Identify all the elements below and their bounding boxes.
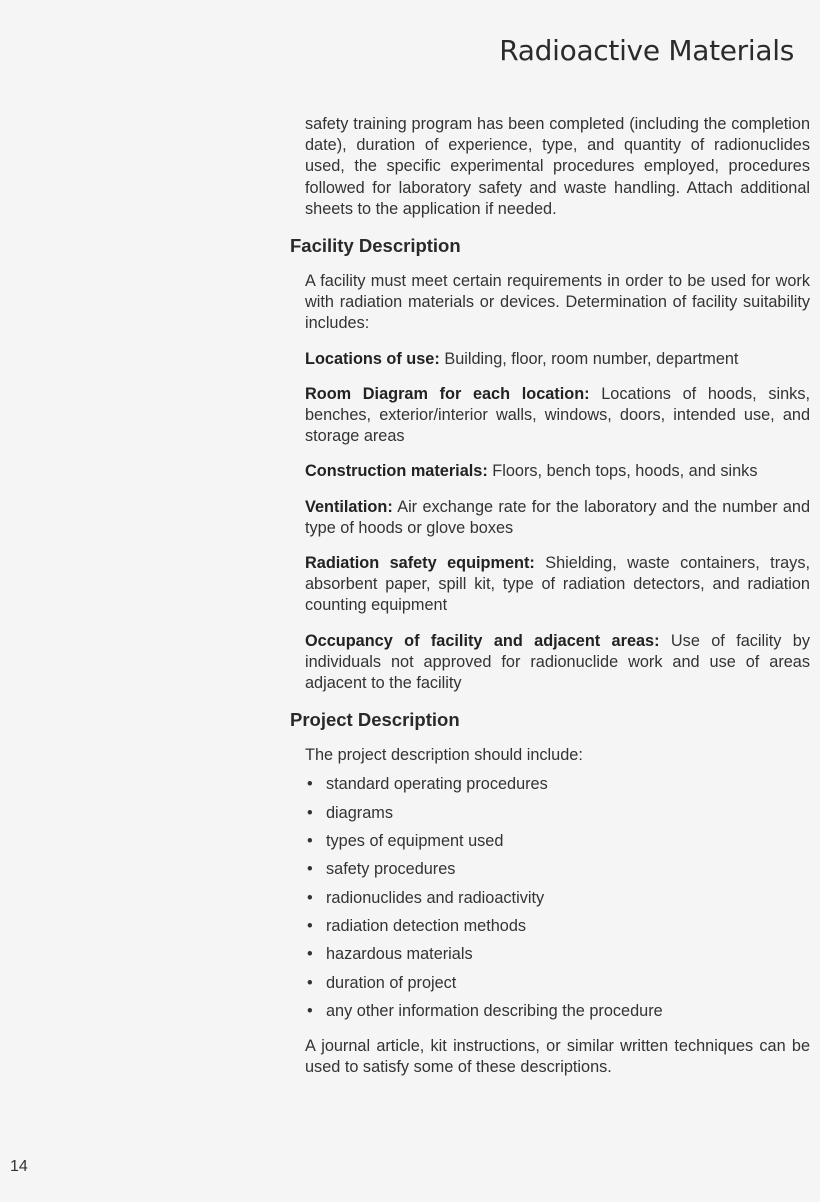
list-item-text: duration of project [326, 973, 457, 992]
bullet-icon: • [307, 973, 313, 992]
project-closing: A journal article, kit instructions, or similar written techniques can be used to satisfy some of these descriptions. [305, 1037, 810, 1077]
facility-item-label: Radiation safety equipment: [305, 554, 535, 573]
main-content [290, 114, 810, 1079]
facility-item-text: Building, floor, room number, department [444, 349, 739, 368]
page-number: 14 [10, 1158, 28, 1175]
facility-item-locations [305, 349, 810, 370]
project-intro: The project description should include: [305, 746, 583, 765]
facility-item-text: Locations of hoods, sinks, benches, exterior/interior walls, windows, doors, intended use, and storage areas [305, 384, 810, 446]
bullet-icon: • [307, 860, 313, 879]
facility-item-label: Room Diagram for each location: [305, 384, 590, 403]
facility-item-label: Occupancy of facility and adjacent areas: [305, 631, 660, 650]
facility-item-occupancy [305, 631, 810, 695]
list-item-text: any other information describing the procedure [326, 1001, 663, 1020]
facility-intro: A facility must meet certain requirements in order to be used for work with radiation materials or devices. Determination of facility suitability includes: [305, 272, 810, 333]
bullet-icon: • [307, 888, 313, 907]
list-item-text: radionuclides and radioactivity [326, 888, 545, 907]
facility-heading: Facility Description [290, 235, 461, 257]
list-item-text: types of equipment used [326, 832, 504, 851]
facility-item-construction [305, 461, 810, 482]
list-item [305, 916, 810, 944]
list-item [305, 803, 810, 831]
list-item-text: hazardous materials [326, 945, 473, 964]
project-heading: Project Description [290, 709, 460, 731]
list-item-text: safety procedures [326, 860, 456, 879]
bullet-icon: • [307, 775, 313, 794]
bullet-icon: • [307, 803, 313, 822]
list-item [305, 888, 810, 916]
list-item [305, 944, 810, 972]
list-item [305, 831, 810, 859]
facility-item-label: Construction materials: [305, 462, 488, 481]
facility-item-text: Floors, bench tops, hoods, and sinks [492, 462, 758, 481]
facility-item-ventilation [305, 497, 810, 539]
facility-item-text: Shielding, waste containers, trays, absorbent paper, spill kit, type of radiation detectors, and radiation counting equipment [305, 554, 810, 615]
bullet-icon: • [307, 916, 313, 935]
list-item-text: diagrams [326, 803, 393, 822]
list-item [305, 1001, 810, 1029]
list-item [305, 774, 810, 802]
facility-item-label: Ventilation: [305, 497, 393, 516]
facility-item-label: Locations of use: [305, 349, 440, 368]
facility-item-text: Air exchange rate for the laboratory and the number and type of hoods or glove boxes [305, 497, 811, 537]
list-item [305, 973, 810, 1001]
bullet-icon: • [307, 1001, 313, 1020]
list-item-text: standard operating procedures [326, 775, 548, 794]
facility-item-safety-equipment [305, 553, 810, 617]
project-bullet-list [305, 774, 810, 1029]
list-item [305, 859, 810, 887]
facility-item-room-diagram [305, 384, 810, 448]
page-header-title: Radioactive Materials [499, 34, 794, 67]
bullet-icon: • [307, 945, 313, 964]
facility-item-text: Use of facility by individuals not approved for radionuclide work and use of areas adjacent to the facility [305, 631, 810, 693]
intro-paragraph: safety training program has been completed (including the completion date), duration of experience, type, and quantity of radionuclides used, the specific experimental procedures employed, procedures followed for laboratory safety and waste handling. Attach additional sheets to the application if needed. [305, 115, 810, 218]
bullet-icon: • [307, 832, 313, 851]
list-item-text: radiation detection methods [326, 916, 527, 935]
